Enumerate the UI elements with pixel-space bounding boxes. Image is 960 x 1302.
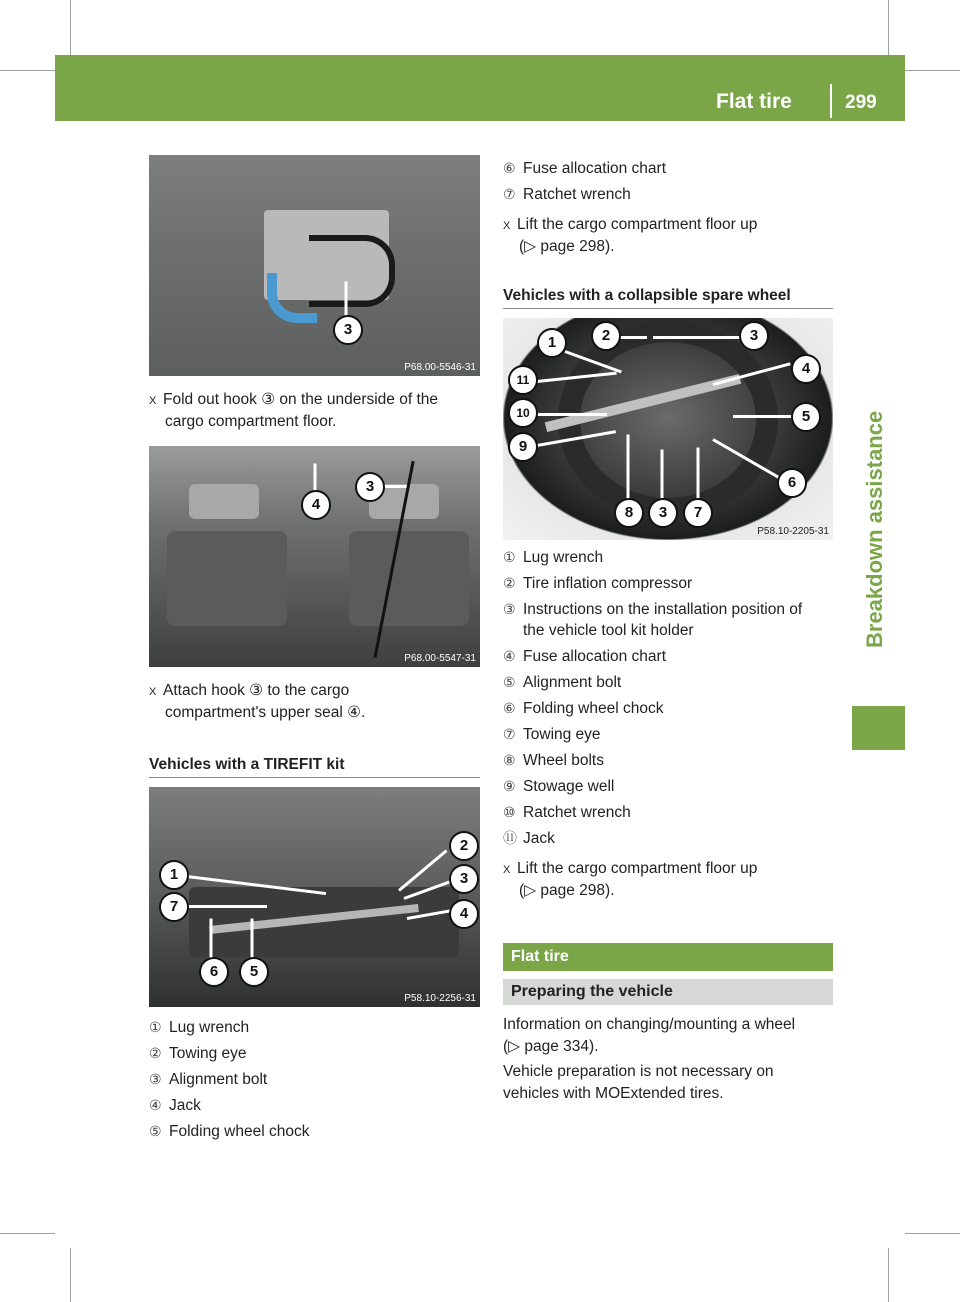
- callout-marker: 2: [591, 321, 621, 351]
- legend-item: ⑨ Stowage well: [503, 778, 615, 795]
- side-tab-marker: [852, 706, 905, 750]
- paragraph-preparation-cont: vehicles with MOExtended tires.: [503, 1085, 724, 1102]
- step-lift-floor: [503, 858, 757, 881]
- callout-line: [697, 448, 700, 503]
- figure-hook-underside: [149, 155, 480, 376]
- callout-line: [383, 485, 409, 488]
- legend-item: ⑦ Ratchet wrench: [503, 186, 631, 203]
- callout-marker: 10: [508, 398, 538, 428]
- figure-headrest-left: [189, 484, 259, 519]
- step-text: Lift the cargo compartment floor up: [517, 216, 758, 233]
- figure-arrow-icon: [267, 273, 317, 323]
- callout-marker: 11: [508, 365, 538, 395]
- crop-mark: [888, 1248, 889, 1302]
- legend-item: ⑩ Ratchet wrench: [503, 804, 631, 821]
- figure-seat-right: [349, 531, 469, 626]
- section-heading-tirefit: Vehicles with a TIREFIT kit: [149, 756, 345, 773]
- legend-item: ② Tire inflation compressor: [503, 575, 693, 592]
- header-separator: [830, 84, 832, 118]
- legend-item: ⑥ Folding wheel chock: [503, 700, 664, 717]
- legend-item: ⑦ Towing eye: [503, 726, 601, 743]
- section-bar-flat-tire: Flat tire: [503, 943, 833, 971]
- legend-item: ① Lug wrench: [149, 1019, 250, 1036]
- crop-mark: [905, 70, 960, 71]
- page-reference-link[interactable]: (▷ page 298).: [519, 238, 615, 255]
- callout-marker: 4: [791, 354, 821, 384]
- callout-marker: 3: [648, 498, 678, 528]
- side-section-label: Breakdown assistance: [862, 410, 887, 648]
- callout-marker: 3: [449, 864, 479, 894]
- subsection-bar-preparing: Preparing the vehicle: [503, 979, 833, 1005]
- figure-code: P58.10-2205-31: [757, 526, 829, 537]
- callout-marker: 3: [739, 321, 769, 351]
- legend-item: ⑥ Fuse allocation chart: [503, 160, 667, 177]
- figure-code: P68.00-5546-31: [404, 362, 476, 373]
- figure-seat-left: [167, 531, 287, 626]
- legend-item: ⑪ Jack: [503, 830, 555, 847]
- legend-item: ⑧ Wheel bolts: [503, 752, 604, 769]
- callout-marker: 3: [333, 315, 363, 345]
- callout-marker: 2: [449, 831, 479, 861]
- figure-code: P68.00-5547-31: [404, 653, 476, 664]
- legend-item: ⑤ Folding wheel chock: [149, 1123, 310, 1140]
- legend-item: ④ Fuse allocation chart: [503, 648, 667, 665]
- callout-marker: 4: [449, 899, 479, 929]
- callout-line: [617, 336, 647, 339]
- crop-mark: [70, 1248, 71, 1302]
- callout-marker: 3: [355, 472, 385, 502]
- step-attach-hook: [149, 680, 349, 703]
- section-rule: [149, 777, 480, 778]
- callout-line: [537, 413, 607, 416]
- callout-line: [653, 336, 747, 339]
- callout-line: [314, 464, 317, 492]
- callout-line: [661, 450, 664, 505]
- crop-mark: [0, 70, 55, 71]
- legend-item: ④ Jack: [149, 1097, 201, 1114]
- page-reference-link[interactable]: (▷ page 334).: [503, 1038, 599, 1055]
- legend-item: ② Towing eye: [149, 1045, 247, 1062]
- step-arrow-icon: X: [503, 864, 511, 876]
- section-heading-collapsible: Vehicles with a collapsible spare wheel: [503, 287, 791, 304]
- callout-marker: 9: [508, 432, 538, 462]
- step-attach-hook-cont: compartment's upper seal ④.: [165, 704, 366, 721]
- callout-marker: 7: [159, 892, 189, 922]
- callout-marker: 6: [777, 468, 807, 498]
- figure-code: P58.10-2256-31: [404, 993, 476, 1004]
- page-number: 299: [845, 92, 877, 113]
- figure-cargo-seal: [149, 446, 480, 667]
- crop-mark: [905, 1233, 960, 1234]
- callout-marker: 1: [537, 328, 567, 358]
- crop-mark: [70, 0, 71, 55]
- callout-marker: 5: [239, 957, 269, 987]
- crop-mark: [888, 0, 889, 55]
- callout-marker: 7: [683, 498, 713, 528]
- section-rule: [503, 308, 833, 309]
- crop-mark: [0, 1233, 55, 1234]
- callout-marker: 8: [614, 498, 644, 528]
- step-text: Fold out hook ③ on the underside of the: [163, 391, 438, 408]
- callout-line: [187, 905, 267, 908]
- legend-item: ① Lug wrench: [503, 549, 604, 566]
- step-fold-out-hook-cont: cargo compartment floor.: [165, 413, 337, 430]
- step-arrow-icon: X: [149, 686, 157, 698]
- figure-tirefit-kit: [149, 787, 480, 1007]
- step-text: Attach hook ③ to the cargo: [163, 682, 350, 699]
- step-arrow-icon: X: [503, 220, 511, 232]
- callout-marker: 5: [791, 402, 821, 432]
- step-arrow-icon: X: [149, 395, 157, 407]
- figure-tool-tray: [189, 887, 459, 957]
- legend-item: ③ Instructions on the installation position of: [503, 601, 803, 618]
- legend-item: ⑤ Alignment bolt: [503, 674, 622, 691]
- figure-hook-shape: [309, 235, 395, 307]
- figure-collapsible-spare: [503, 318, 833, 540]
- step-fold-out-hook: [149, 389, 438, 412]
- callout-line: [627, 435, 630, 505]
- paragraph-info: Information on changing/mounting a wheel: [503, 1016, 796, 1033]
- paragraph-preparation: Vehicle preparation is not necessary on: [503, 1063, 774, 1080]
- callout-marker: 1: [159, 860, 189, 890]
- callout-marker: 6: [199, 957, 229, 987]
- step-lift-floor: [503, 214, 757, 237]
- callout-line: [210, 919, 213, 959]
- legend-item-cont: the vehicle tool kit holder: [523, 622, 694, 639]
- step-text: Lift the cargo compartment floor up: [517, 860, 758, 877]
- page-reference-link[interactable]: (▷ page 298).: [519, 882, 615, 899]
- callout-marker: 4: [301, 490, 331, 520]
- page-title: Flat tire: [716, 90, 792, 113]
- callout-line: [251, 919, 254, 959]
- legend-item: ③ Alignment bolt: [149, 1071, 268, 1088]
